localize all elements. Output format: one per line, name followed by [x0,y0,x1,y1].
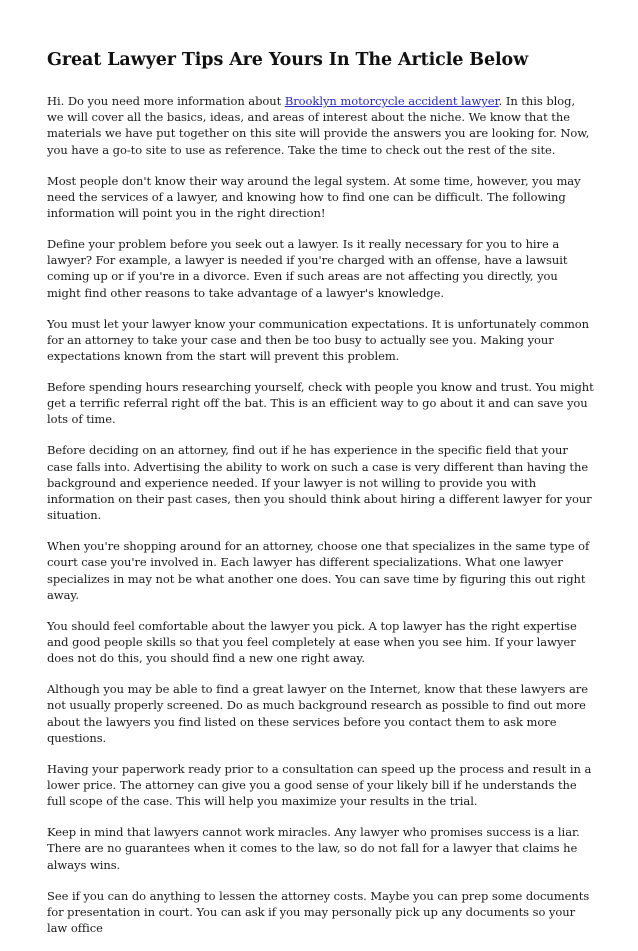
paragraph-costs: See if you can do anything to lessen the attorney costs. Maybe you can prep some documents for presentation in court. You can ask if you may personally pick up any documents so your law office [47,888,590,936]
paragraph-define-problem: Define your problem before you seek out a lawyer. Is it really necessary for you to hire a lawyer? For example, a lawyer is needed if you're charged with an offense, have a lawsuit coming up or if you're in a divorce. Even if such areas are not affecting you directly, you might find other reasons to take advantage of a lawyer's knowledge. [47,237,568,300]
paragraph-communication: You must let your lawyer know your communication expectations. It is unfortunately common for an attorney to take your case and then be too busy to actually see you. Making your expectations known from the start will prevent this problem. [47,316,590,364]
intro-text-after-link: . In this blog, we will cover all the basics, ideas, and areas of interest about the niche. We know that the materials we have put together on this site will provide the answers you are looking for. Now, you have a go-to site to use as reference. Take the time to check out the rest of the site. [47,94,590,157]
article [47,48,595,951]
paragraph-paperwork: Having your paperwork ready prior to a consultation can speed up the process and result in a lower price. The attorney can give you a good sense of your likely bill if he understands the full scope of the case. This will help you maximize your results in the trial. [47,761,592,809]
article-title: Great Lawyer Tips Are Yours In The Article Below [47,50,529,70]
intro-paragraph [47,93,595,158]
paragraph-comfort: You should feel comfortable about the lawyer you pick. A top lawyer has the right expertise and good people skills so that you feel completely at ease when you see him. If your lawyer does not do this, you should find a new one right away. [47,618,577,666]
paragraph-internet: Although you may be able to find a great lawyer on the Internet, know that these lawyers are not usually properly screened. Do as much background research as possible to find out more about the lawyers you find listed on these services before you contact them to ask more questions. [47,682,588,745]
paragraph-experience: Before deciding on an attorney, find out if he has experience in the specific field that your case falls into. Advertising the ability to work on such a case is very different than having the background and experience needed. If your lawyer is not willing to provide you with information on their past cases, then you should think about hiring a different lawyer for your situation. [47,443,592,523]
paragraph-specialization: When you're shopping around for an attorney, choose one that specializes in the same type of court case you're involved in. Each lawyer has different specializations. What one lawyer specializes in may not be what another one does. You can save time by figuring this out right away. [47,539,590,602]
paragraph-miracles: Keep in mind that lawyers cannot work miracles. Any lawyer who promises success is a liar. There are no guarantees when it comes to the law, so do not fall for a lawyer that claims he always wins. [47,825,580,872]
paragraph-referrals: Before spending hours researching yourself, check with people you know and trust. You might get a terrific referral right off the bat. This is an efficient way to go about it and can save you lots of time. [47,380,594,427]
intro-text-before-link: Hi. Do you need more information about [47,94,285,108]
paragraph-legal-system: Most people don't know their way around the legal system. At some time, however, you may need the services of a lawyer, and knowing how to find one can be difficult. The following information will point you in the right direction! [47,173,581,221]
brooklyn-lawyer-link[interactable]: Brooklyn motorcycle accident lawyer [284,94,499,108]
